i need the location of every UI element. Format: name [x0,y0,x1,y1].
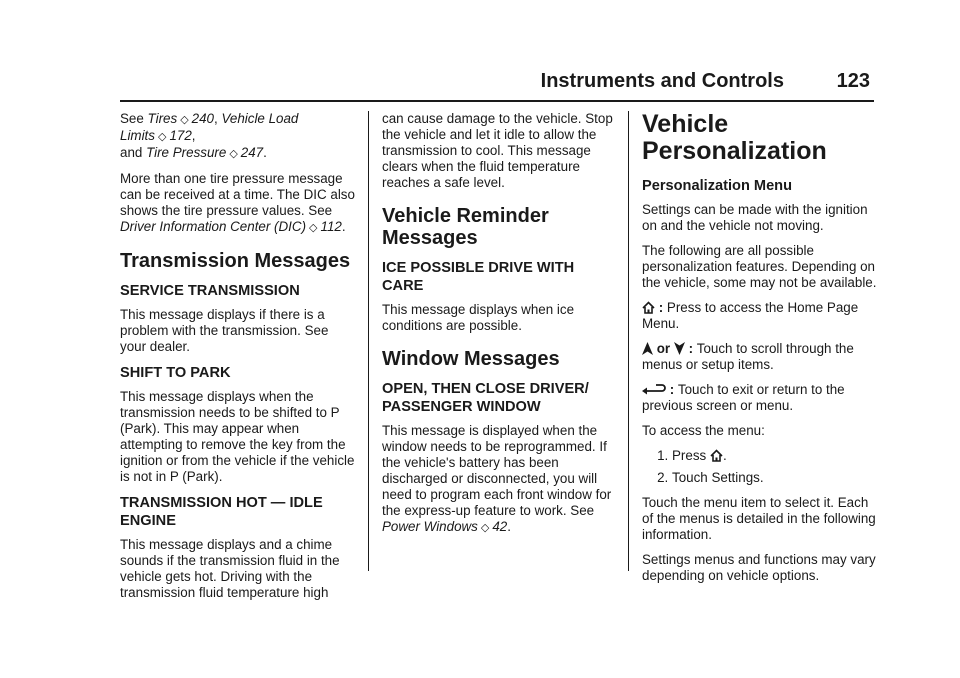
down-arrow-icon [674,342,685,355]
page-ref-icon: ◇ [309,222,318,234]
column-divider [628,111,629,571]
page-ref-icon: ◇ [180,114,189,126]
heading-ice-possible: ICE POSSIBLE DRIVE WITH CARE [382,260,575,294]
paragraph: This message displays when the transmission needs to be shifted to P (Park). This may appear when attempting to remove the key from the ignition or from the vehicle if the vehicle is not in P (Park). [120,389,355,484]
paragraph: This message is displayed when the window needs to be reprogrammed. If the vehicle's battery has been discharged or disconnected, you will need to program each front window for the express-up feature to work. See Power Windows ◇ 42. [382,423,612,534]
paragraph: To access the menu: [642,423,765,438]
paragraph: Touch the menu item to select it. Each of the menus is detailed in the following information. [642,495,876,542]
scroll-item: or : Touch to scroll through the menus or setup items. [642,341,854,372]
link-dic[interactable]: Driver Information Center (DIC) [120,219,307,234]
heading-personalization-menu: Personalization Menu [642,178,793,194]
column-right [642,111,878,593]
heading-open-close-window: OPEN, THEN CLOSE DRIVER/ PASSENGER WINDOW [382,381,589,415]
paragraph: More than one tire pressure message can be received at a time. The DIC also shows the tire pressure values. See Driver Information Center (DIC) ◇ 112. [120,171,355,234]
link-power-windows[interactable]: Power Windows [382,519,478,534]
heading-transmission-hot: TRANSMISSION HOT — IDLE ENGINE [120,495,323,529]
page-ref-icon: ◇ [229,148,238,160]
paragraph: This message displays and a chime sounds if the transmission fluid in the vehicle gets hot. Driving with the transmission fluid temperature high [120,537,340,600]
link-tire-pressure[interactable]: Tire Pressure [146,145,227,160]
list-item: 2. Touch Settings. [672,470,878,486]
heading-vehicle-reminder: Vehicle Reminder Messages [382,205,549,249]
column-divider [368,111,369,571]
home-icon [642,301,655,314]
link-vehicle-load-limits[interactable]: Vehicle Load Limits [120,111,299,143]
heading-transmission-messages: Transmission Messages [120,250,351,272]
column-left [120,111,356,610]
page-header [120,68,874,102]
back-icon [642,383,666,396]
page-ref-icon: ◇ [480,522,490,534]
paragraph: This message displays if there is a problem with the transmission. See your dealer. [120,307,329,354]
column-middle [382,111,618,545]
section-title: Instruments and Controls [540,70,784,92]
paragraph: Settings menus and functions may vary depending on vehicle options. [642,552,876,583]
page-ref-icon: ◇ [157,131,167,143]
paragraph: This message displays when ice conditions are possible. [382,302,575,333]
paragraph: can cause damage to the vehicle. Stop the vehicle and let it idle to allow the transmission to cool. This message clears when the fluid temperature reaches a safe level. [382,111,613,190]
paragraph: See Tires ◇ 240, Vehicle Load Limits ◇ 172, and Tire Pressure ◇ 247. [120,111,299,160]
page-number: 123 [836,70,870,92]
back-item: : Touch to exit or return to the previous screen or menu. [642,382,845,413]
link-tires[interactable]: Tires [147,111,178,126]
list-item: 1. Press . [672,448,878,464]
heading-window-messages: Window Messages [382,348,560,370]
heading-service-transmission: SERVICE TRANSMISSION [120,283,300,299]
heading-shift-to-park: SHIFT TO PARK [120,365,231,381]
paragraph: Settings can be made with the ignition on and the vehicle not moving. [642,202,868,233]
home-icon [710,449,723,462]
home-item: : Press to access the Home Page Menu. [642,300,859,331]
up-arrow-icon [642,342,653,355]
paragraph: The following are all possible personalization features. Depending on the vehicle, some may not be available. [642,243,877,290]
heading-vehicle-personalization: Vehicle Personalization [642,110,827,165]
steps-list [642,448,878,486]
